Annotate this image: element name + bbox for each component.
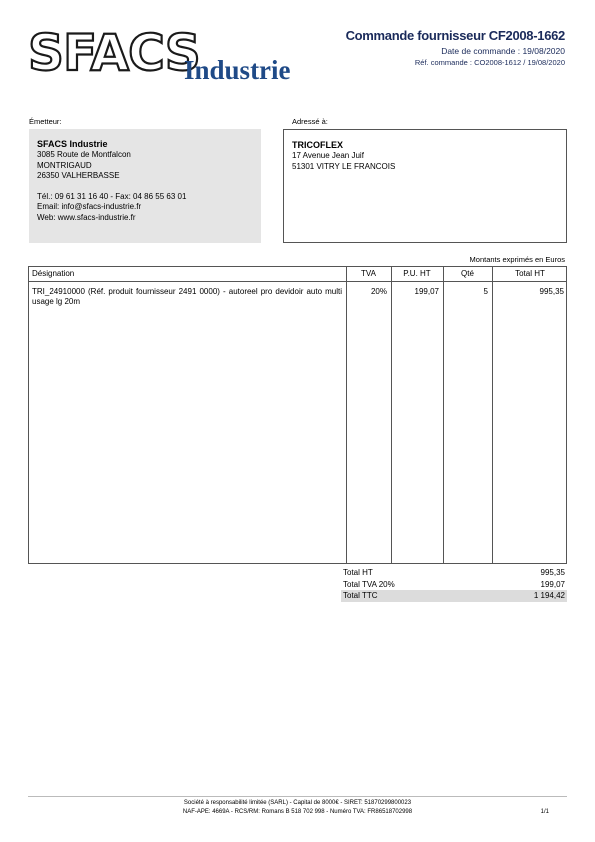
column-header-tva: TVA [361, 269, 376, 278]
total-ttc-value: 1 194,42 [533, 591, 565, 600]
page-number: 1/1 [540, 809, 549, 815]
document-title: Commande fournisseur CF2008-1662 [345, 28, 565, 43]
order-date: Date de commande : 19/08/2020 [441, 46, 565, 56]
column-header-quantity: Qté [461, 269, 474, 278]
column-divider [391, 267, 392, 563]
sender-phone: Tél.: 09 61 31 16 40 - Fax: 04 86 55 63 01 [37, 191, 187, 201]
sender-address-line: 26350 VALHERBASSE [37, 171, 120, 181]
logo-subtitle: Industrie [184, 55, 291, 85]
total-tva-label: Total TVA 20% [343, 579, 395, 589]
sender-address-line: 3085 Route de Montfalcon [37, 150, 131, 159]
sender-address-line: MONTRIGAUD [37, 160, 92, 170]
company-logo [28, 24, 318, 88]
total-ht-label: Total HT [343, 568, 373, 577]
sender-block [29, 129, 261, 243]
currency-note: Montants exprimés en Euros [469, 255, 565, 264]
total-ttc-label: Total TTC [343, 591, 378, 600]
total-ht-row [341, 567, 567, 579]
item-quantity: 5 [483, 287, 488, 296]
footer-legal-line: NAF-APE: 4669A - RCS/RM: Romans B 518 702 998 - Numéro TVA: FR86518702998 [182, 809, 413, 815]
footer-divider [28, 796, 567, 797]
total-ttc-row [341, 590, 567, 602]
totals-block [341, 567, 567, 602]
header-divider [29, 281, 566, 282]
total-ht-value: 995,35 [540, 568, 565, 577]
sender-email: Email: info@sfacs-industrie.fr [37, 202, 142, 212]
logo-wordmark: SFACS [28, 24, 200, 82]
column-header-total: Total HT [515, 269, 545, 278]
item-designation: TRI_24910000 (Réf. produit fournisseur 2491 0000) - autoreel pro devidoir auto multi usage lg 20m [32, 287, 342, 307]
recipient-address-line: 17 Avenue Jean Juif [292, 151, 364, 160]
recipient-label: Adressé à: [292, 117, 328, 126]
column-divider [346, 267, 347, 563]
item-unit-price: 199,07 [414, 287, 439, 296]
items-table [28, 266, 567, 564]
order-reference: Réf. commande : CO2008-1612 / 19/08/2020 [414, 58, 565, 67]
column-header-unit-price: P.U. HT [403, 269, 431, 278]
sender-name: SFACS Industrie [37, 139, 108, 149]
sender-label: Émetteur: [29, 117, 62, 126]
recipient-address-line: 51301 VITRY LE FRANCOIS [292, 161, 396, 171]
column-divider [443, 267, 444, 563]
recipient-name: TRICOFLEX [292, 140, 343, 150]
column-divider [492, 267, 493, 563]
recipient-block [283, 129, 567, 243]
item-vat-rate: 20% [370, 287, 387, 296]
item-total: 995,35 [539, 287, 564, 296]
total-tva-value: 199,07 [540, 579, 565, 589]
sender-website: Web: www.sfacs-industrie.fr [37, 212, 136, 222]
footer-legal-line: Société à responsabilité limitée (SARL) - Capital de 8000€ - SIRET: 51870299800023 [183, 800, 412, 806]
total-tva-row [341, 579, 567, 591]
column-header-designation: Désignation [32, 269, 75, 278]
